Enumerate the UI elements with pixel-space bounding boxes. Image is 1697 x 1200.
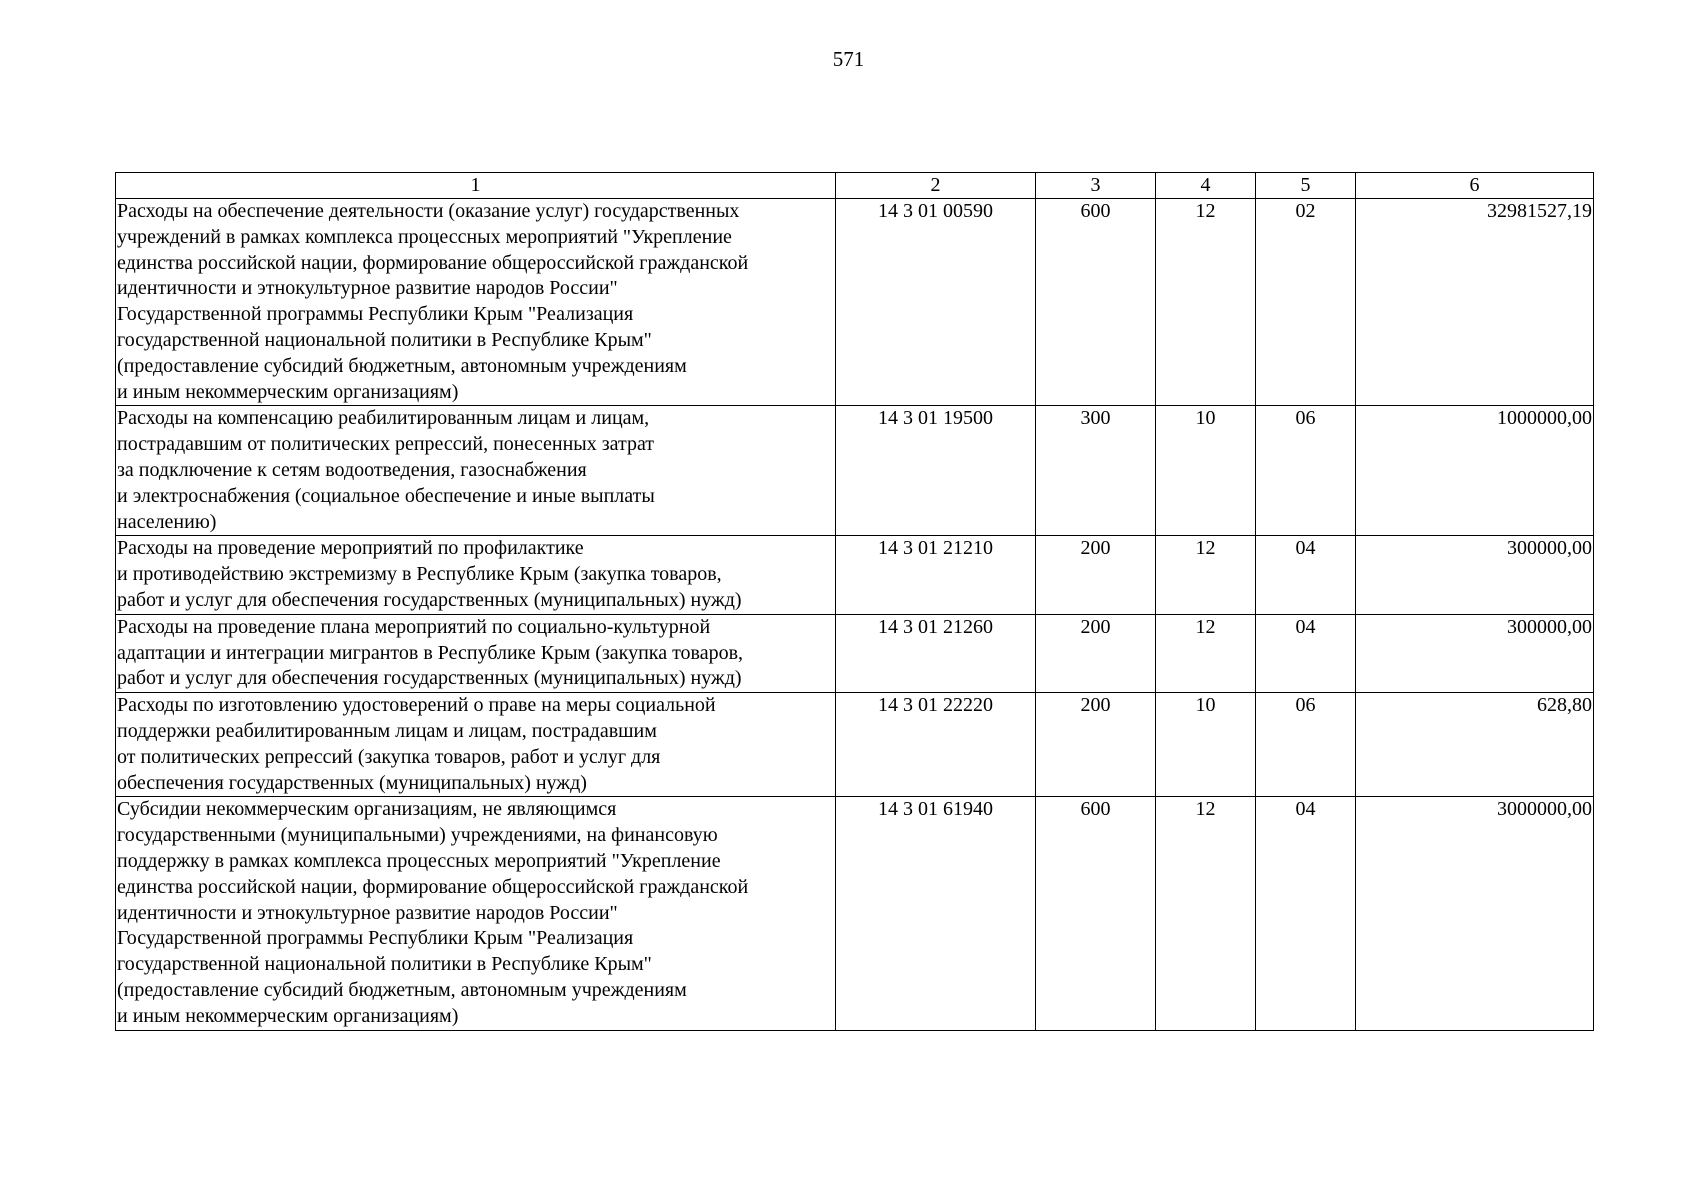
row-col5: 06 [1256,406,1356,536]
row-col5: 04 [1256,797,1356,1030]
row-amount: 300000,00 [1356,614,1594,692]
row-col4: 10 [1156,693,1256,797]
table-row [116,797,1594,1030]
row-amount: 1000000,00 [1356,406,1594,536]
row-description: Расходы на проведение плана мероприятий по социально-культурной адаптации и интеграции мигрантов в Республике Крым (закупка товаров, работ и услуг для обеспечения государственных (муниципальных) нужд) [116,614,836,692]
row-amount: 628,80 [1356,693,1594,797]
page-number: 571 [832,47,865,71]
row-description: Субсидии некоммерческим организациям, не являющимся государственными (муниципальными) учреждениями, на финансовую поддержку в рамках комплекса процессных мероприятий "Укрепление единства российской нации, формирование общероссийской гражданской идентичности и этнокультурное развитие народов России" Государственной программы Республики Крым "Реализация государственной национальной политики в Республике Крым" (предоставление субсидий бюджетным, автономным учреждениям и иным некоммерческим организациям) [116,797,836,1030]
column-header-4: 4 [1156,173,1256,199]
row-code: 14 3 01 00590 [836,199,1036,406]
row-col4: 12 [1156,199,1256,406]
row-description: Расходы на обеспечение деятельности (оказание услуг) государственных учреждений в рамках комплекса процессных мероприятий "Укрепление единства российской нации, формирование общероссийской гражданской идентичности и этнокультурное развитие народов России" Государственной программы Республики Крым "Реализация государственной национальной политики в Республике Крым" (предоставление субсидий бюджетным, автономным учреждениям и иным некоммерческим организациям) [116,199,836,406]
row-code: 14 3 01 21260 [836,614,1036,692]
row-description: Расходы на компенсацию реабилитированным лицам и лицам, пострадавшим от политических репрессий, понесенных затрат за подключение к сетям водоотведения, газоснабжения и электроснабжения (социальное обеспечение и иные выплаты населению) [116,406,836,536]
row-description: Расходы на проведение мероприятий по профилактике и противодействию экстремизму в Республике Крым (закупка товаров, работ и услуг для обеспечения государственных (муниципальных) нужд) [116,536,836,614]
row-col4: 12 [1156,614,1256,692]
table-row [116,536,1594,614]
table-row [116,614,1594,692]
row-col4: 12 [1156,797,1256,1030]
table-row [116,693,1594,797]
table-row [116,406,1594,536]
row-col3: 300 [1036,406,1156,536]
row-code: 14 3 01 21210 [836,536,1036,614]
row-description: Расходы по изготовлению удостоверений о праве на меры социальной поддержки реабилитированным лицам и лицам, пострадавшим от политических репрессий (закупка товаров, работ и услуг для обеспечения государственных (муниципальных) нужд) [116,693,836,797]
row-code: 14 3 01 61940 [836,797,1036,1030]
row-code: 14 3 01 22220 [836,693,1036,797]
table-row [116,199,1594,406]
row-code: 14 3 01 19500 [836,406,1036,536]
row-col5: 06 [1256,693,1356,797]
budget-table [115,172,1594,1031]
row-col3: 200 [1036,693,1156,797]
row-col4: 12 [1156,536,1256,614]
row-amount: 300000,00 [1356,536,1594,614]
row-col3: 200 [1036,536,1156,614]
table-header [116,173,1594,199]
column-header-1: 1 [116,173,836,199]
row-col3: 200 [1036,614,1156,692]
column-header-6: 6 [1356,173,1594,199]
header-row [116,173,1594,199]
column-header-5: 5 [1256,173,1356,199]
column-header-2: 2 [836,173,1036,199]
row-col3: 600 [1036,199,1156,406]
table-body [116,199,1594,1031]
row-col5: 04 [1256,614,1356,692]
row-col5: 04 [1256,536,1356,614]
row-amount: 32981527,19 [1356,199,1594,406]
column-header-3: 3 [1036,173,1156,199]
row-col5: 02 [1256,199,1356,406]
row-amount: 3000000,00 [1356,797,1594,1030]
row-col4: 10 [1156,406,1256,536]
row-col3: 600 [1036,797,1156,1030]
